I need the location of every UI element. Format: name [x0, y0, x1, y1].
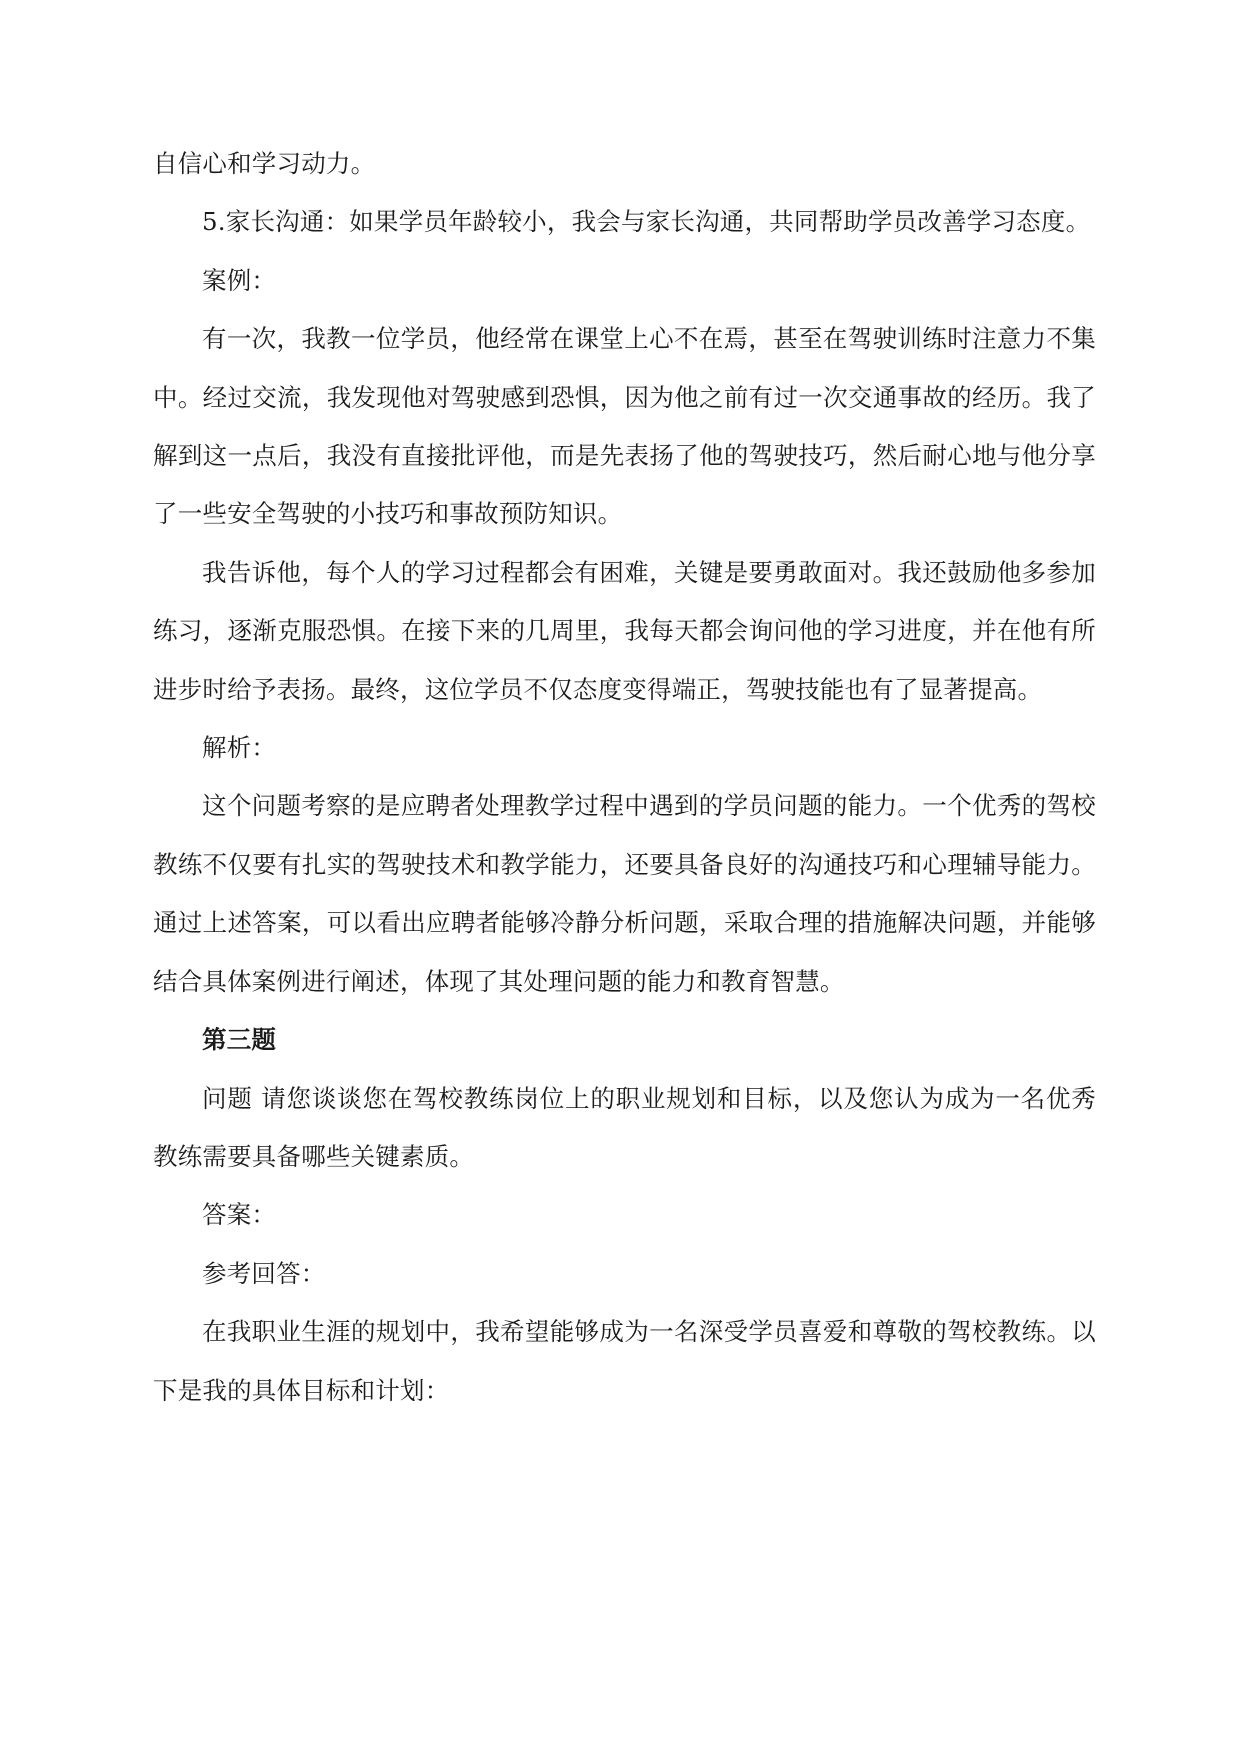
paragraph-career-plan: 在我职业生涯的规划中，我希望能够成为一名深受学员喜爱和尊敬的驾校教练。以下是我的具体目标和计划：: [153, 1317, 1096, 1405]
section-heading-question-three: 第三题: [202, 1025, 277, 1055]
paragraph-case-label: 案例：: [202, 265, 277, 295]
paragraph-analysis-label: 解析：: [202, 733, 277, 763]
paragraph-analysis: 这个问题考察的是应聘者处理教学过程中遇到的学员问题的能力。一个优秀的驾校教练不仅要有扎实的驾驶技术和教学能力，还要具备良好的沟通技巧和心理辅导能力。通过上述答案，可以看出应聘者能够冷静分析问题，采取合理的措施解决问题，并能够结合具体案例进行阐述，体现了其处理问题的能力和教育智慧。: [153, 791, 1096, 996]
paragraph-answer-label: 答案：: [202, 1200, 277, 1230]
paragraph-parent-communication: 5.家长沟通：如果学员年龄较小，我会与家长沟通，共同帮助学员改善学习态度。: [202, 207, 1091, 237]
paragraph-reference-answer-label: 参考回答：: [202, 1258, 326, 1288]
document-body: [153, 135, 1096, 1420]
paragraph-continuation: 自信心和学习动力。: [153, 149, 376, 178]
paragraph-case-story: 有一次，我教一位学员，他经常在课堂上心不在焉，甚至在驾驶训练时注意力不集中。经过交流，我发现他对驾驶感到恐惧，因为他之前有过一次交通事故的经历。我了解到这一点后，我没有直接批评他，而是先表扬了他的驾驶技巧，然后耐心地与他分享了一些安全驾驶的小技巧和事故预防知识。: [153, 324, 1096, 529]
paragraph-question: 问题 请您谈谈您在驾校教练岗位上的职业规划和目标，以及您认为成为一名优秀教练需要具备哪些关键素质。: [153, 1083, 1096, 1171]
paragraph-case-outcome: 我告诉他，每个人的学习过程都会有困难，关键是要勇敢面对。我还鼓励他多参加练习，逐渐克服恐惧。在接下来的几周里，我每天都会询问他的学习进度，并在他有所进步时给予表扬。最终，这位学员不仅态度变得端正，驾驶技能也有了显著提高。: [153, 557, 1096, 704]
